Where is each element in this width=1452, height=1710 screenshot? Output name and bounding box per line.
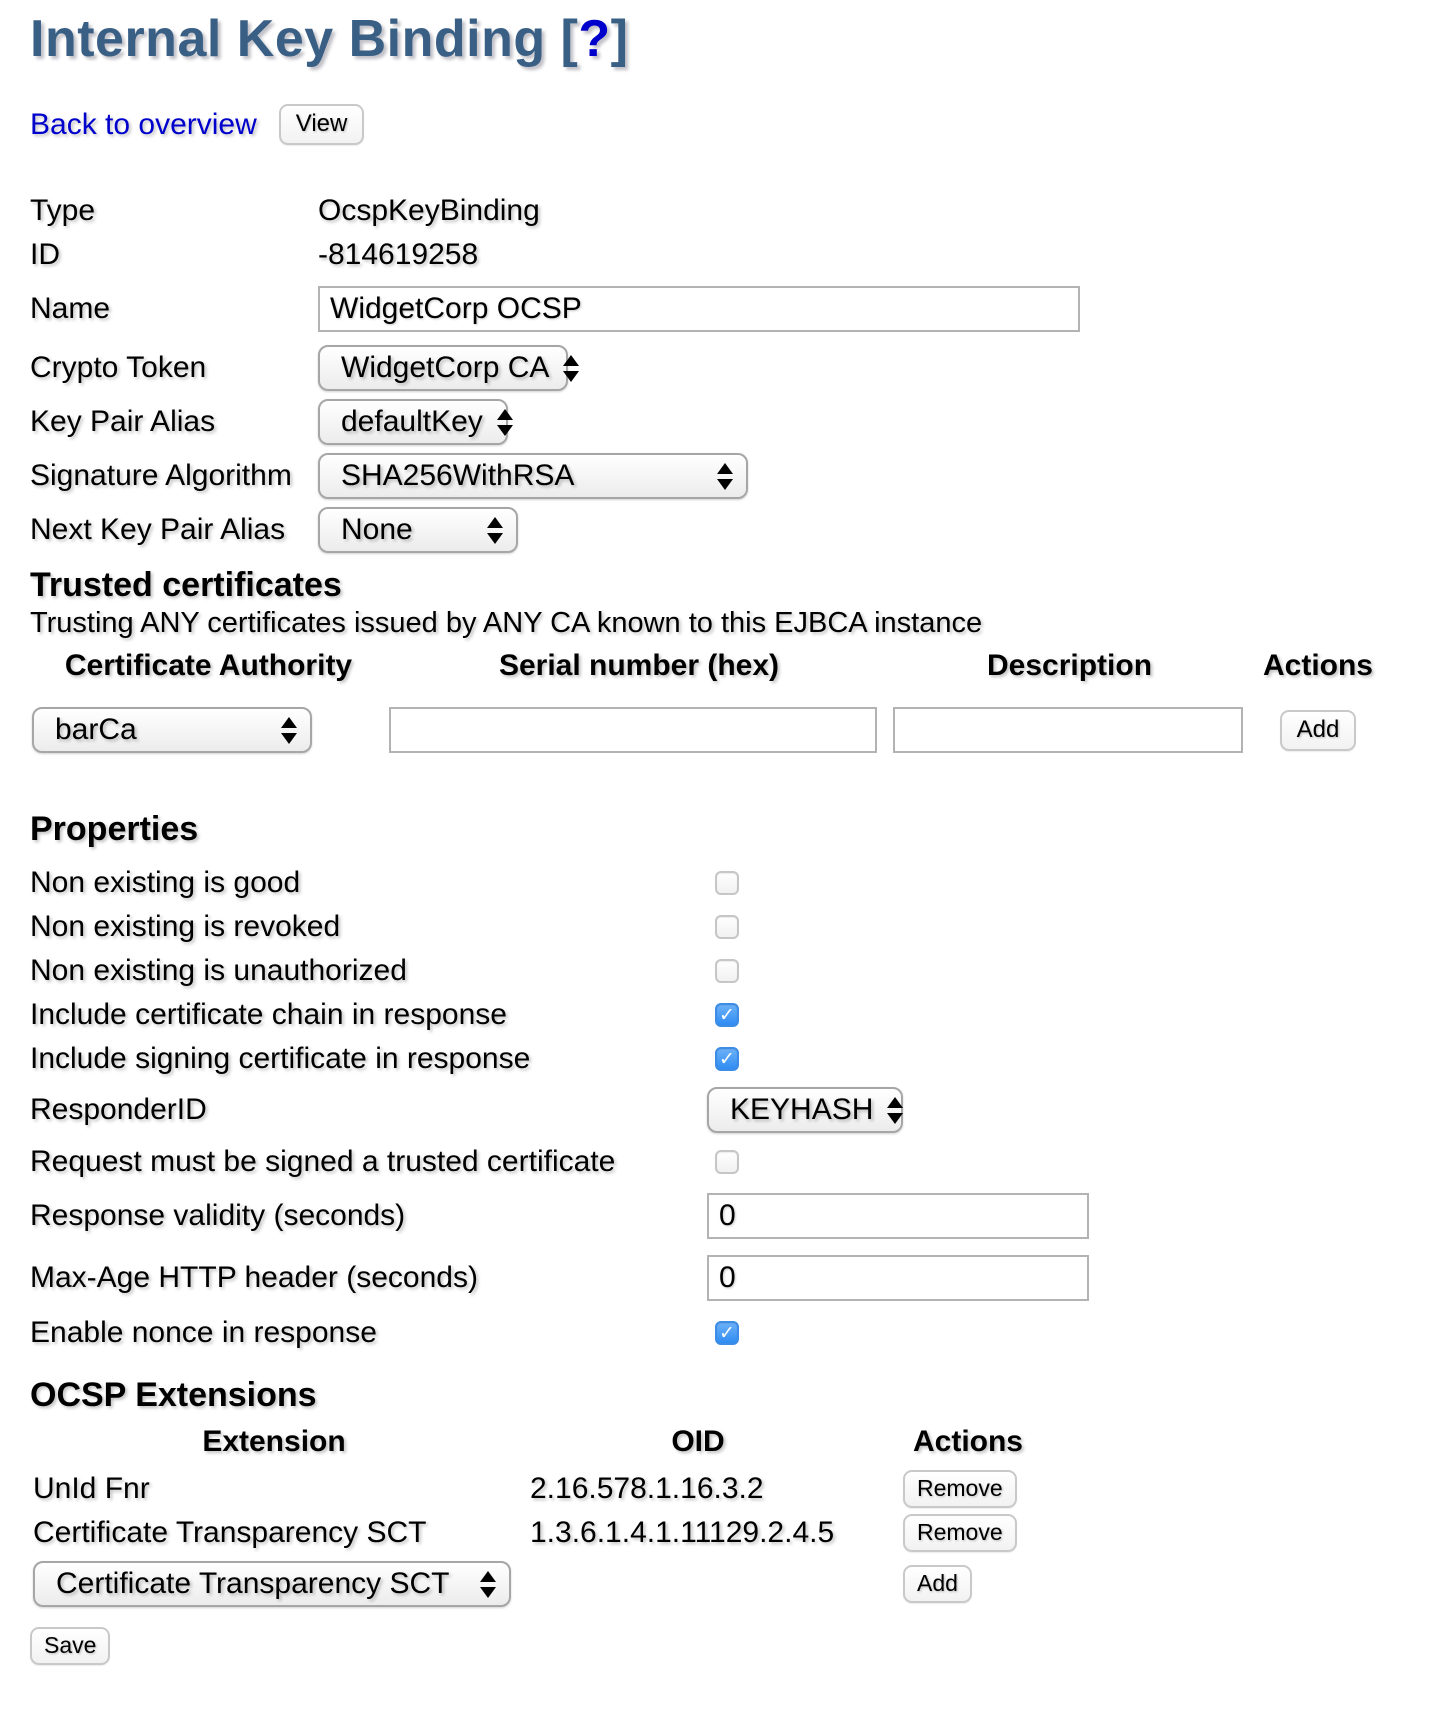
view-button[interactable]: View: [279, 104, 365, 145]
back-to-overview-link[interactable]: Back to overview: [30, 107, 257, 141]
ocsp-extensions-table: [30, 1421, 1058, 1613]
column-header-oid: OID: [671, 1425, 725, 1458]
non-existing-unauthorized-label: Non existing is unauthorized: [30, 954, 407, 987]
non-existing-revoked-checkbox[interactable]: [715, 915, 739, 939]
ocsp-extension-row: [30, 1467, 1058, 1511]
response-validity-input[interactable]: [707, 1193, 1089, 1239]
extension-name: UnId Fnr: [33, 1472, 150, 1505]
add-trusted-certificate-button[interactable]: Add: [1280, 710, 1357, 751]
non-existing-unauthorized-checkbox[interactable]: [715, 959, 739, 983]
response-validity-label: Response validity (seconds): [30, 1199, 406, 1232]
id-value: -814619258: [318, 238, 479, 271]
column-header-ocsp-actions: Actions: [912, 1425, 1023, 1458]
include-signing-certificate-checkbox[interactable]: [715, 1047, 739, 1071]
extension-name: Certificate Transparency SCT: [33, 1516, 427, 1549]
select-arrows-icon: [281, 717, 297, 744]
signature-algorithm-select-value: SHA256WithRSA: [341, 459, 575, 492]
help-link[interactable]: ?: [578, 10, 611, 68]
properties-block: [30, 861, 1452, 1357]
help-bracket-close: ]: [610, 10, 629, 68]
add-extension-button[interactable]: Add: [903, 1565, 972, 1603]
key-pair-alias-label: Key Pair Alias: [30, 405, 216, 438]
remove-extension-button[interactable]: Remove: [903, 1470, 1017, 1508]
column-header-serial-number: Serial number (hex): [498, 649, 780, 682]
max-age-label: Max-Age HTTP header (seconds): [30, 1261, 478, 1294]
next-key-pair-alias-select-value: None: [341, 513, 413, 546]
select-arrows-icon: [717, 463, 733, 490]
key-pair-alias-select-value: defaultKey: [341, 405, 483, 438]
extension-oid: 2.16.578.1.16.3.2: [530, 1472, 764, 1505]
ocsp-extension-row: [30, 1511, 1058, 1555]
extension-oid: 1.3.6.1.4.1.11129.2.4.5: [530, 1516, 835, 1549]
trusted-certificates-subtitle: Trusting ANY certificates issued by ANY CA known to this EJBCA instance: [30, 607, 983, 639]
include-signing-certificate-label: Include signing certificate in response: [30, 1042, 531, 1075]
key-binding-form: [30, 189, 1452, 557]
column-header-extension: Extension: [202, 1425, 346, 1458]
signature-algorithm-label: Signature Algorithm: [30, 459, 292, 492]
select-arrows-icon: [563, 355, 579, 382]
select-arrows-icon: [487, 517, 503, 544]
trusted-certificates-table: [30, 643, 1388, 779]
name-label: Name: [30, 292, 111, 325]
responder-id-select[interactable]: [707, 1087, 903, 1133]
description-input[interactable]: [893, 707, 1243, 753]
type-label: Type: [30, 194, 96, 227]
column-header-certificate-authority: Certificate Authority: [64, 649, 353, 682]
name-input[interactable]: [318, 286, 1080, 332]
select-arrows-icon: [480, 1571, 496, 1598]
save-button[interactable]: Save: [30, 1627, 110, 1665]
non-existing-good-checkbox[interactable]: [715, 871, 739, 895]
include-certificate-chain-checkbox[interactable]: [715, 1003, 739, 1027]
save-row: [30, 1627, 1452, 1665]
trusted-certificates-heading: Trusted certificates: [30, 566, 342, 604]
next-key-pair-alias-select[interactable]: [318, 507, 518, 553]
enable-nonce-checkbox[interactable]: [715, 1321, 739, 1345]
enable-nonce-label: Enable nonce in response: [30, 1316, 377, 1349]
page-title: [30, 10, 1452, 68]
serial-number-input[interactable]: [389, 707, 877, 753]
select-arrows-icon: [887, 1097, 903, 1124]
request-signed-label: Request must be signed a trusted certificate: [30, 1145, 616, 1178]
extension-select[interactable]: [33, 1561, 511, 1607]
select-arrows-icon: [497, 409, 513, 436]
properties-heading: Properties: [30, 810, 199, 848]
key-pair-alias-select[interactable]: [318, 399, 508, 445]
next-key-pair-alias-label: Next Key Pair Alias: [30, 513, 286, 546]
type-value: OcspKeyBinding: [318, 194, 540, 227]
crypto-token-select[interactable]: [318, 345, 568, 391]
certificate-authority-select-value: barCa: [55, 713, 137, 746]
crypto-token-select-value: WidgetCorp CA: [341, 351, 550, 384]
responder-id-label: ResponderID: [30, 1093, 207, 1126]
certificate-authority-select[interactable]: [32, 707, 312, 753]
column-header-description: Description: [986, 649, 1153, 682]
id-label: ID: [30, 238, 60, 271]
request-signed-checkbox[interactable]: [715, 1150, 739, 1174]
crypto-token-label: Crypto Token: [30, 351, 207, 384]
trusted-certificate-input-row: [30, 693, 1388, 779]
non-existing-good-label: Non existing is good: [30, 866, 301, 899]
page-title-text: Internal Key Binding: [30, 10, 546, 68]
extension-select-value: Certificate Transparency SCT: [56, 1567, 450, 1600]
nav-row: [30, 104, 1452, 145]
ocsp-extension-add-row: [30, 1555, 1058, 1613]
include-certificate-chain-label: Include certificate chain in response: [30, 998, 507, 1031]
column-header-actions: Actions: [1262, 649, 1373, 682]
help-bracket-open: [: [545, 10, 579, 68]
signature-algorithm-select[interactable]: [318, 453, 748, 499]
ocsp-extensions-heading: OCSP Extensions: [30, 1376, 317, 1414]
remove-extension-button[interactable]: Remove: [903, 1514, 1017, 1552]
non-existing-revoked-label: Non existing is revoked: [30, 910, 341, 943]
responder-id-select-value: KEYHASH: [730, 1093, 874, 1126]
max-age-input[interactable]: [707, 1255, 1089, 1301]
